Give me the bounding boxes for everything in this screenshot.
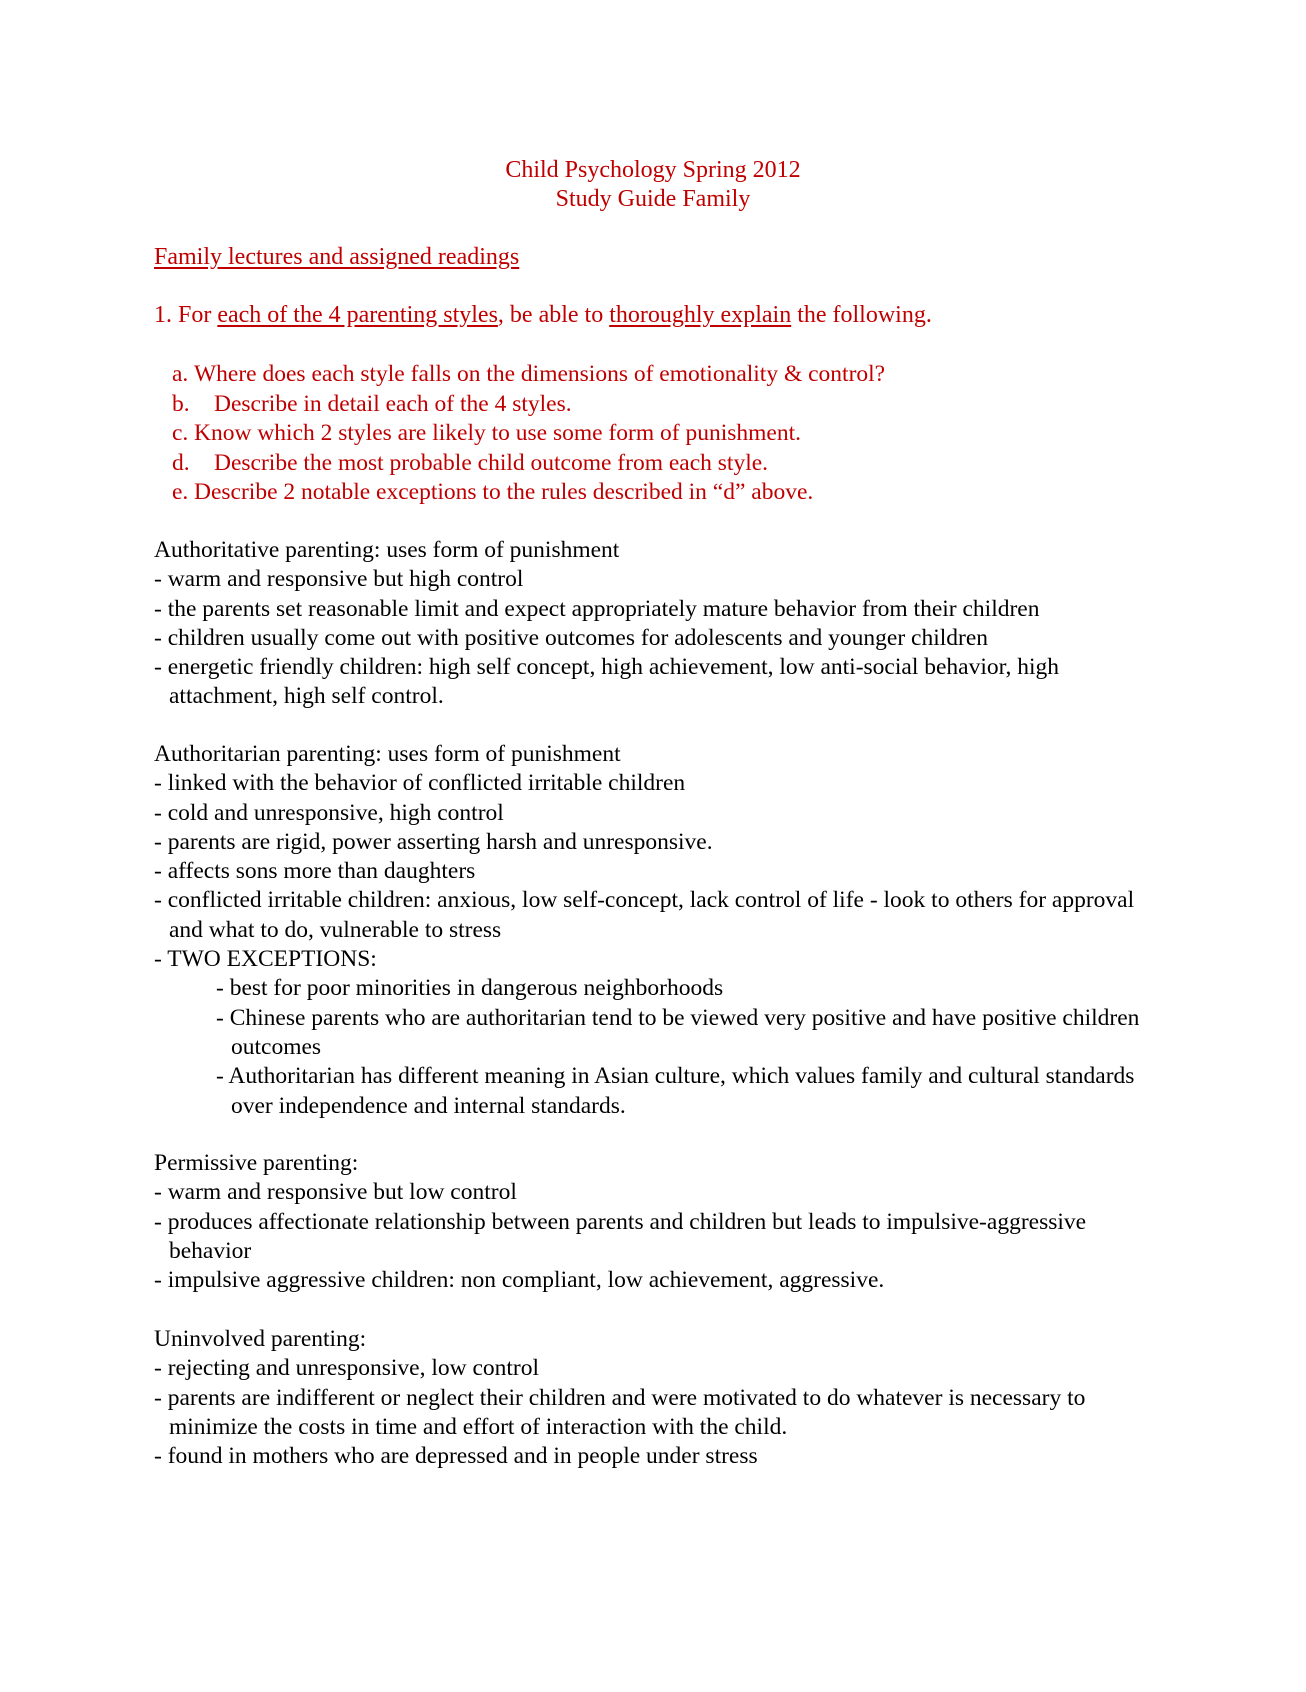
bullet-item: - parents are indifferent or neglect their children and were motivated to do whatever is necessary to minimize the costs in time and effort of interaction with the child. bbox=[154, 1384, 1086, 1440]
title-line-1: Child Psychology Spring 2012 bbox=[505, 157, 801, 183]
section-heading: Family lectures and assigned readings bbox=[154, 244, 520, 270]
question-1-underline-1: each of the 4 parenting styles bbox=[217, 302, 498, 328]
sub-question-list bbox=[172, 360, 885, 508]
sub-question-label: b. bbox=[172, 390, 190, 417]
question-1-suffix: the following. bbox=[791, 302, 932, 328]
bullet-item: - conflicted irritable children: anxious, low self-concept, lack control of life - look to others for approval and what to do, vulnerable to stress bbox=[154, 887, 1135, 943]
title-line-2: Study Guide Family bbox=[555, 186, 751, 212]
bullet-item: - the parents set reasonable limit and expect appropriately mature behavior from their children bbox=[154, 595, 1040, 622]
bullet-item: - produces affectionate relationship between parents and children but leads to impulsive-aggressive behavior bbox=[154, 1208, 1087, 1264]
sub-question-text: Describe 2 notable exceptions to the rules described in “d” above. bbox=[194, 479, 814, 505]
section-permissive bbox=[154, 1149, 1154, 1295]
bullet-item: - rejecting and unresponsive, low control bbox=[154, 1355, 540, 1382]
sub-question-b bbox=[172, 390, 885, 420]
bullet-item: - energetic friendly children: high self concept, high achievement, low anti-social behavior, high attachment, high self control. bbox=[154, 654, 1060, 710]
bullet-item: - affects sons more than daughters bbox=[154, 858, 476, 885]
question-1-prefix: 1. For bbox=[154, 302, 218, 328]
sub-question-c bbox=[172, 419, 885, 449]
sub-question-text: Describe the most probable child outcome from each style. bbox=[214, 449, 769, 476]
bullet-item: - warm and responsive but low control bbox=[154, 1179, 517, 1206]
section-title: Authoritarian parenting: uses form of punishment bbox=[154, 741, 621, 767]
section-title: Authoritative parenting: uses form of punishment bbox=[154, 537, 620, 563]
bullet-item: - linked with the behavior of conflicted irritable children bbox=[154, 770, 686, 797]
section-title: Permissive parenting: bbox=[154, 1150, 359, 1176]
section-authoritative bbox=[154, 536, 1154, 712]
sub-bullet-item: - Chinese parents who are authoritarian tend to be viewed very positive and have positive children outcomes bbox=[216, 1004, 1140, 1060]
section-title: Uninvolved parenting: bbox=[154, 1326, 367, 1352]
sub-question-d bbox=[172, 449, 885, 479]
bullet-item: - cold and unresponsive, high control bbox=[154, 799, 504, 826]
sub-question-a bbox=[172, 360, 885, 390]
question-1 bbox=[154, 301, 932, 330]
section-uninvolved bbox=[154, 1325, 1154, 1471]
sub-question-label: c. bbox=[172, 420, 189, 446]
bullet-item: - TWO EXCEPTIONS: bbox=[154, 946, 377, 973]
sub-question-label: d. bbox=[172, 449, 190, 476]
sub-question-e bbox=[172, 478, 885, 508]
sub-question-label: e. bbox=[172, 479, 189, 505]
section-authoritarian bbox=[154, 740, 1154, 1121]
document-title bbox=[0, 156, 1306, 214]
question-1-underline-2: thoroughly explain bbox=[609, 302, 792, 328]
sub-bullet-item: - best for poor minorities in dangerous neighborhoods bbox=[216, 975, 724, 1002]
sub-question-text: Know which 2 styles are likely to use some form of punishment. bbox=[194, 420, 801, 446]
bullet-item: - impulsive aggressive children: non compliant, low achievement, aggressive. bbox=[154, 1267, 885, 1294]
bullet-item: - found in mothers who are depressed and in people under stress bbox=[154, 1443, 758, 1470]
sub-question-text: Describe in detail each of the 4 styles. bbox=[214, 390, 572, 417]
bullet-item: - children usually come out with positive outcomes for adolescents and younger children bbox=[154, 624, 989, 651]
bullet-item: - parents are rigid, power asserting harsh and unresponsive. bbox=[154, 828, 713, 855]
sub-question-label: a. bbox=[172, 361, 189, 387]
question-1-middle: , be able to bbox=[497, 302, 610, 328]
sub-question-text: Where does each style falls on the dimensions of emotionality & control? bbox=[194, 361, 886, 387]
sub-bullet-item: - Authoritarian has different meaning in Asian culture, which values family and cultural standards over independence and internal standards. bbox=[216, 1063, 1135, 1119]
bullet-item: - warm and responsive but high control bbox=[154, 566, 524, 593]
